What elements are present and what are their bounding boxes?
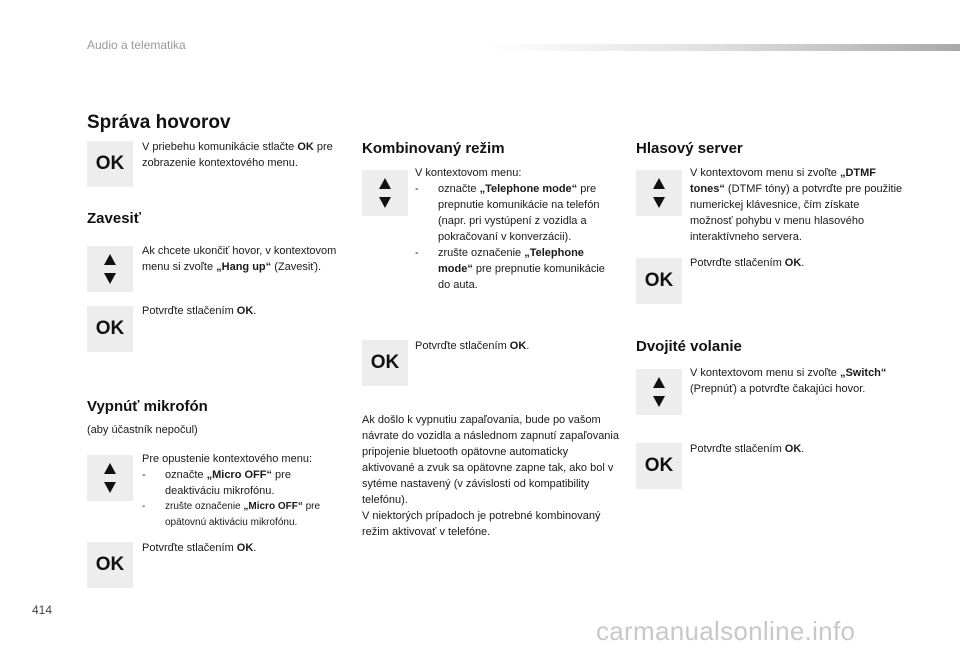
combined-mode-intro: V kontextovom menu: — [415, 167, 522, 179]
header-decorative-bar — [488, 44, 960, 51]
mute-intro: Pre opustenie kontextového menu: — [142, 453, 313, 465]
up-down-arrows-icon — [87, 246, 133, 292]
subsection-title-mute: Vypnúť mikrofón — [87, 398, 208, 415]
arrow-up-icon — [104, 463, 116, 474]
combined-mode-instructions — [415, 165, 620, 293]
list-item: - zrušte označenie „Telephone mode“ pre prepnutie komunikácie do auta. — [415, 247, 605, 291]
hang-up-confirm-text: Potvrďte stlačením OK. — [142, 305, 257, 317]
up-down-arrows-icon — [636, 170, 682, 216]
double-call-text: V kontextovom menu si zvoľte „Switch“ (Prepnúť) a potvrďte čakajúci hovor. — [690, 367, 887, 395]
subsection-title-hang-up: Zavesiť — [87, 210, 141, 227]
section-title-call-management: Správa hovorov — [87, 112, 231, 133]
hang-up-text: Ak chcete ukončiť hovor, v kontextovom menu si zvoľte „Hang up“ (Zavesiť). — [142, 245, 337, 273]
ok-button-icon — [87, 306, 133, 352]
arrow-up-icon — [104, 254, 116, 265]
arrow-down-icon — [653, 396, 665, 407]
up-down-arrows-icon — [636, 369, 682, 415]
arrow-down-icon — [104, 273, 116, 284]
ok-button-icon — [636, 443, 682, 489]
ok-label: OK — [370, 352, 400, 373]
section-title-combined-mode: Kombinovaný režim — [362, 140, 505, 157]
combined-mode-confirm-text: Potvrďte stlačením OK. — [415, 340, 530, 352]
ok-button-icon — [87, 542, 133, 588]
arrow-down-icon — [379, 197, 391, 208]
mute-note: (aby účastník nepočul) — [87, 424, 198, 436]
arrow-up-icon — [379, 178, 391, 189]
mute-confirm-text: Potvrďte stlačením OK. — [142, 542, 257, 554]
arrow-up-icon — [653, 178, 665, 189]
section-title-voice-server: Hlasový server — [636, 140, 743, 157]
list-item: - označte „Micro OFF“ pre deaktiváciu mikrofónu. — [142, 469, 291, 497]
ok-button-icon — [362, 340, 408, 386]
arrow-down-icon — [653, 197, 665, 208]
up-down-arrows-icon — [87, 455, 133, 501]
header-title: Audio a telematika — [87, 38, 186, 52]
ok-label: OK — [95, 318, 125, 339]
ok-button-icon — [87, 141, 133, 187]
list-item: - označte „Telephone mode“ pre prepnutie komunikácie na telefón (napr. pri vystúpení z vozidla a pokračovaní v konverzácii). — [415, 183, 600, 243]
page-number: 414 — [32, 603, 53, 617]
double-call-confirm-text: Potvrďte stlačením OK. — [690, 443, 805, 455]
mute-instructions — [142, 451, 347, 531]
watermark: carmanualsonline.info — [596, 616, 856, 646]
up-down-arrows-icon — [362, 170, 408, 216]
subsection-title-double-call: Dvojité volanie — [636, 338, 742, 355]
ok-label: OK — [95, 554, 125, 575]
ok-button-icon — [636, 258, 682, 304]
ok-label: OK — [644, 270, 674, 291]
ignition-note: Ak došlo k vypnutiu zapaľovania, bude po vašom návrate do vozidla a následnom zapnutí zapaľovania pripojenie bluetooth opätovne automaticky aktivované a zvuk sa opätovne zapne tak, ako bol v sytéme nastavený (v závislosti od kompatibility telefónu). V niektorých prípadoch je potrebné kombinovaný režim aktivovať v telefóne. — [362, 414, 619, 538]
list-item: - zrušte označenie „Micro OFF“ pre opätovnú aktiváciu mikrofónu. — [142, 501, 321, 528]
ok-label: OK — [95, 153, 125, 174]
intro-text: V priebehu komunikácie stlačte OK pre zobrazenie kontextového menu. — [142, 141, 333, 169]
arrow-down-icon — [104, 482, 116, 493]
voice-server-confirm-text: Potvrďte stlačením OK. — [690, 257, 805, 269]
arrow-up-icon — [653, 377, 665, 388]
voice-server-text: V kontextovom menu si zvoľte „DTMF tones“ (DTMF tóny) a potvrďte pre použitie numerickej klávesnice, čím získate možnosť pohybu v menu hlasového interaktívneho servera. — [690, 167, 903, 243]
ok-label: OK — [644, 455, 674, 476]
